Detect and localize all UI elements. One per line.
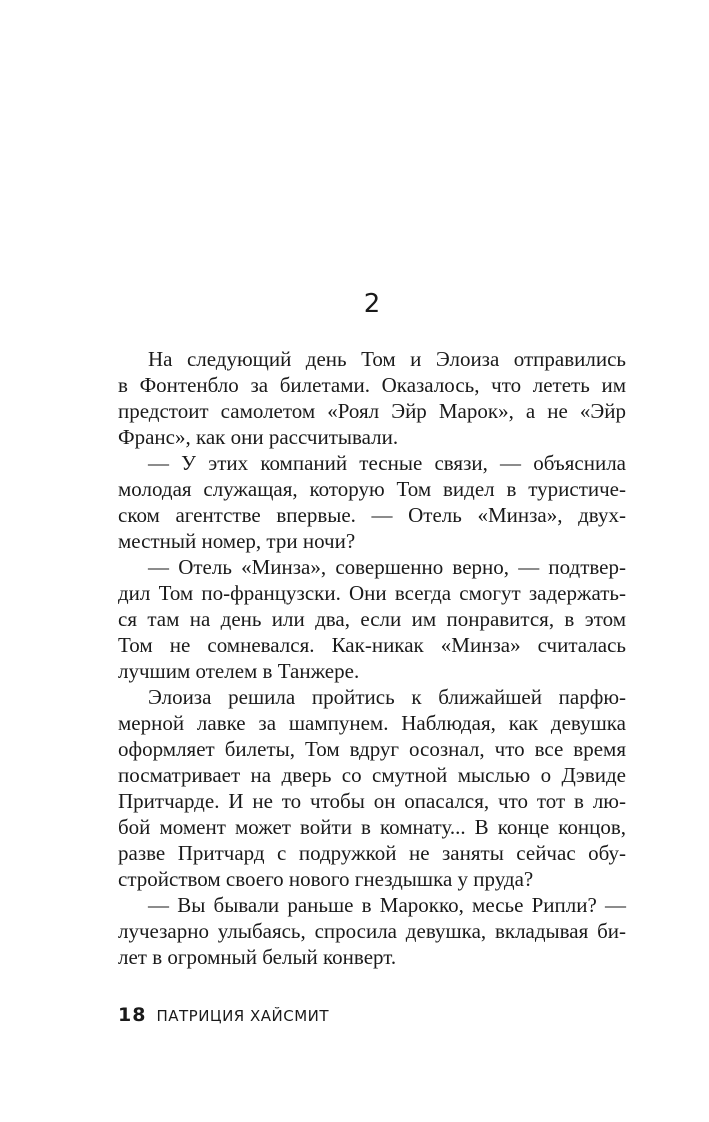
text-line: лучшим отелем в Танжере. (118, 659, 360, 683)
text-line: молодая служащая, которую Том видел в туристиче- (118, 477, 626, 501)
text-line: мерной лавке за шампунем. Наблюдая, как девушка (118, 711, 626, 735)
text-line: Элоиза решила пройтись к ближайшей парфю- (148, 685, 626, 709)
text-line: Франс», как они рассчитывали. (118, 425, 399, 449)
page-number: 18 (118, 1004, 147, 1026)
text-line: предстоит самолетом «Роял Эйр Марок», а не «Эйр (118, 399, 626, 423)
running-head-author: ПАТРИЦИЯ ХАЙСМИТ (156, 1007, 330, 1025)
text-line: ся там на день или два, если им понравится, в этом (118, 607, 626, 631)
paragraph (118, 450, 626, 554)
text-line: дил Том по-французски. Они всегда смогут задержать- (118, 581, 626, 605)
text-line: — У этих компаний тесные связи, — объяснила (148, 451, 626, 475)
text-line: посматривает на дверь со смутной мыслью о Дэвиде (118, 763, 626, 787)
page-footer (118, 1004, 329, 1028)
paragraph (118, 346, 626, 450)
text-line: стройством своего нового гнездышка у пруда? (118, 867, 534, 891)
body-text (118, 346, 626, 970)
text-line: — Вы бывали раньше в Марокко, месье Рипли? — (148, 893, 626, 917)
paragraph (118, 554, 626, 684)
paragraph (118, 892, 626, 970)
text-line: — Отель «Минза», совершенно верно, — подтвер- (148, 555, 626, 579)
text-line: ском агентстве впервые. — Отель «Минза», двух- (118, 503, 626, 527)
text-line: местный номер, три ночи? (118, 529, 356, 553)
text-line: Том не сомневался. Как-никак «Минза» считалась (118, 633, 626, 657)
paragraph (118, 684, 626, 892)
text-line: оформляет билеты, Том вдруг осознал, что все время (118, 737, 626, 761)
text-line: лучезарно улыбаясь, спросила девушка, вкладывая би- (118, 919, 626, 943)
text-line: бой момент может войти в комнату... В конце концов, (118, 815, 626, 839)
text-line: разве Притчард с подружкой не заняты сейчас обу- (118, 841, 626, 865)
text-line: лет в огромный белый конверт. (118, 945, 397, 969)
text-line: На следующий день Том и Элоиза отправились (148, 347, 626, 371)
chapter-number: 2 (363, 289, 381, 319)
text-line: Притчарде. И не то чтобы он опасался, что тот в лю- (118, 789, 626, 813)
text-line: в Фонтенбло за билетами. Оказалось, что лететь им (118, 373, 626, 397)
